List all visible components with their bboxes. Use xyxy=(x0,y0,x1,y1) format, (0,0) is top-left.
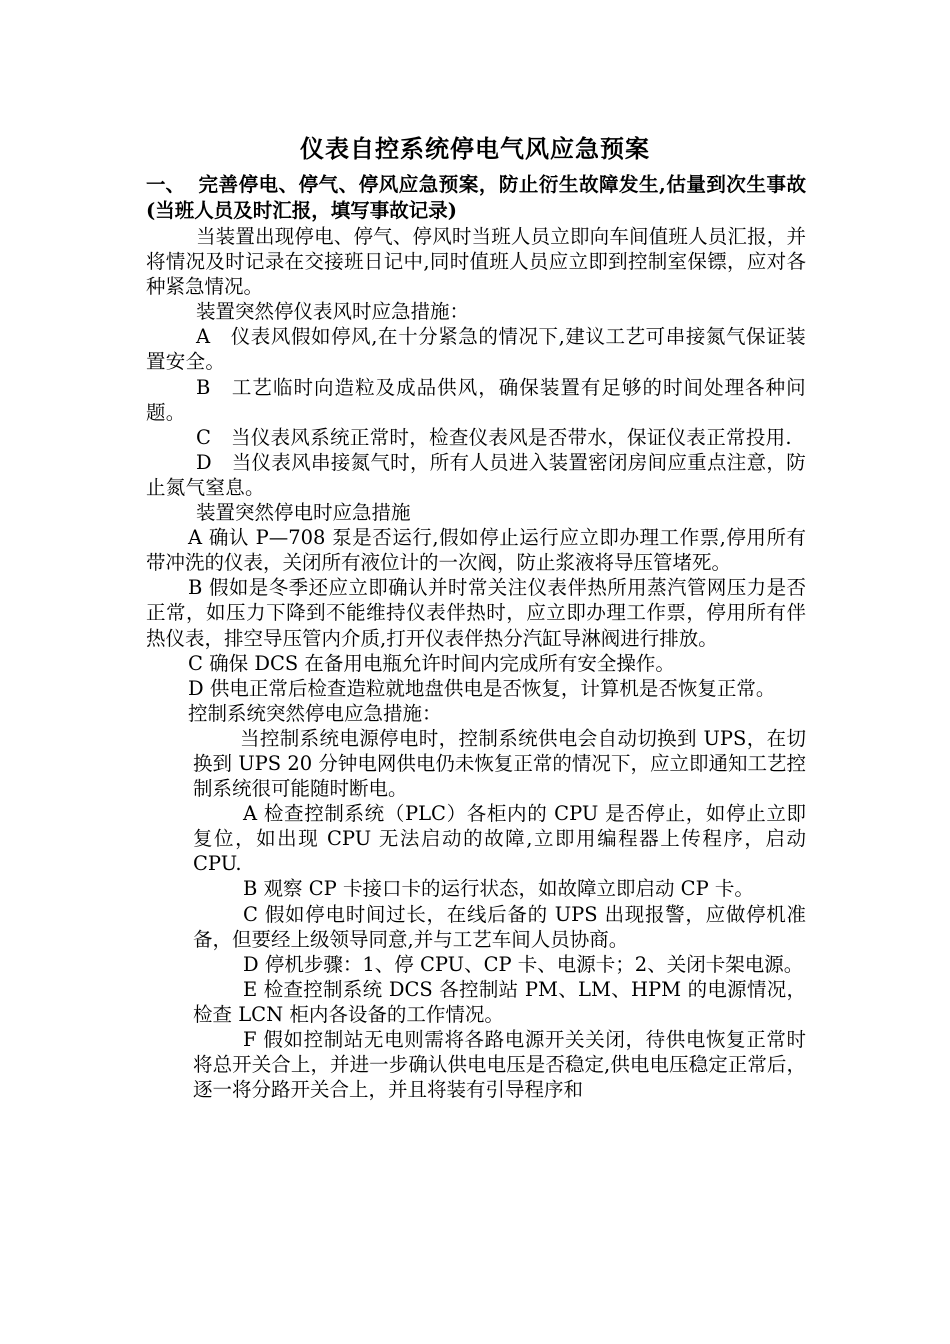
section-number: 一、 xyxy=(146,173,186,196)
power-loss-item-b: B 假如是冬季还应立即确认并时常关注仪表伴热所用蒸汽管网压力是否正常，如压力下降到不能维持仪表伴热时，应立即办理工作票，停用所有伴热仪表，排空导压管内介质,打开仪表伴热分汽缸导淋阀进行排放。 xyxy=(146,576,806,650)
section-heading-text: 完善停电、停气、停风应急预案，防止衍生故障发生,估量到次生事故(当班人员及时汇报，填写事故记录) xyxy=(146,173,806,222)
control-loss-intro: 当控制系统电源停电时，控制系统供电会自动切换到 UPS，在切换到 UPS 20 分钟电网供电仍未恢复正常的情况下，应立即通知工艺控制系统很可能随时断电。 xyxy=(193,726,806,801)
document-title: 仪表自控系统停电气风应急预案 xyxy=(300,134,650,163)
power-loss-item-c: C 确保 DCS 在备用电瓶允许时间内完成所有安全操作。 xyxy=(188,651,675,675)
control-loss-item-c: C 假如停电时间过长，在线后备的 UPS 出现报警，应做停机准备，但要经上级领导同意,并与工艺车间人员协商。 xyxy=(193,902,806,951)
control-loss-item-f: F 假如控制站无电则需将各路电源开关关闭，待供电恢复正常时将总开关合上，并进一步确认供电电压是否稳定,供电电压稳定正常后，逐一将分路开关合上，并且将装有引导程序和 xyxy=(193,1028,806,1102)
section-heading xyxy=(146,172,806,224)
power-loss-heading: 装置突然停电时应急措施 xyxy=(196,501,411,525)
document-body xyxy=(146,224,806,1102)
air-loss-item-d: D 当仪表风串接氮气时，所有人员进入装置密闭房间应重点注意，防止氮气窒息。 xyxy=(146,450,806,499)
air-loss-item-a: A 仪表风假如停风,在十分紧急的情况下,建议工艺可串接氮气保证装置安全。 xyxy=(146,325,806,374)
air-loss-item-b: B 工艺临时向造粒及成品供风，确保装置有足够的时间处理各种问题。 xyxy=(146,375,806,424)
air-loss-item-c: C 当仪表风系统正常时，检查仪表风是否带水，保证仪表正常投用. xyxy=(196,425,792,449)
control-loss-item-d: D 停机步骤：1、停 CPU、CP 卡、电源卡；2、关闭卡架电源。 xyxy=(243,952,804,976)
control-loss-item-a: A 检查控制系统（PLC）各柜内的 CPU 是否停止，如停止立即复位，如出现 CPU 无法启动的故障,立即用编程器上传程序，启动 CPU. xyxy=(193,802,806,876)
control-loss-item-b: B 观察 CP 卡接口卡的运行状态，如故障立即启动 CP 卡。 xyxy=(243,877,754,901)
air-loss-heading: 装置突然停仪表风时应急措施： xyxy=(196,300,470,324)
control-loss-heading: 控制系统突然停电应急措施： xyxy=(188,701,442,725)
power-loss-item-a: A 确认 P—708 泵是否运行,假如停止运行应立即办理工作票,停用所有带冲洗的仪表，关闭所有液位计的一次阀，防止浆液将导压管堵死。 xyxy=(146,526,806,575)
power-loss-item-d: D 供电正常后检查造粒就地盘供电是否恢复，计算机是否恢复正常。 xyxy=(188,676,776,700)
paragraph-intro: 当装置出现停电、停气、停风时当班人员立即向车间值班人员汇报，并将情况及时记录在交接班日记中,同时值班人员应立即到控制室保镖，应对各种紧急情况。 xyxy=(146,225,806,299)
control-loss-item-e: E 检查控制系统 DCS 各控制站 PM、LM、HPM 的电源情况，检查 LCN 柜内各设备的工作情况。 xyxy=(193,977,806,1026)
